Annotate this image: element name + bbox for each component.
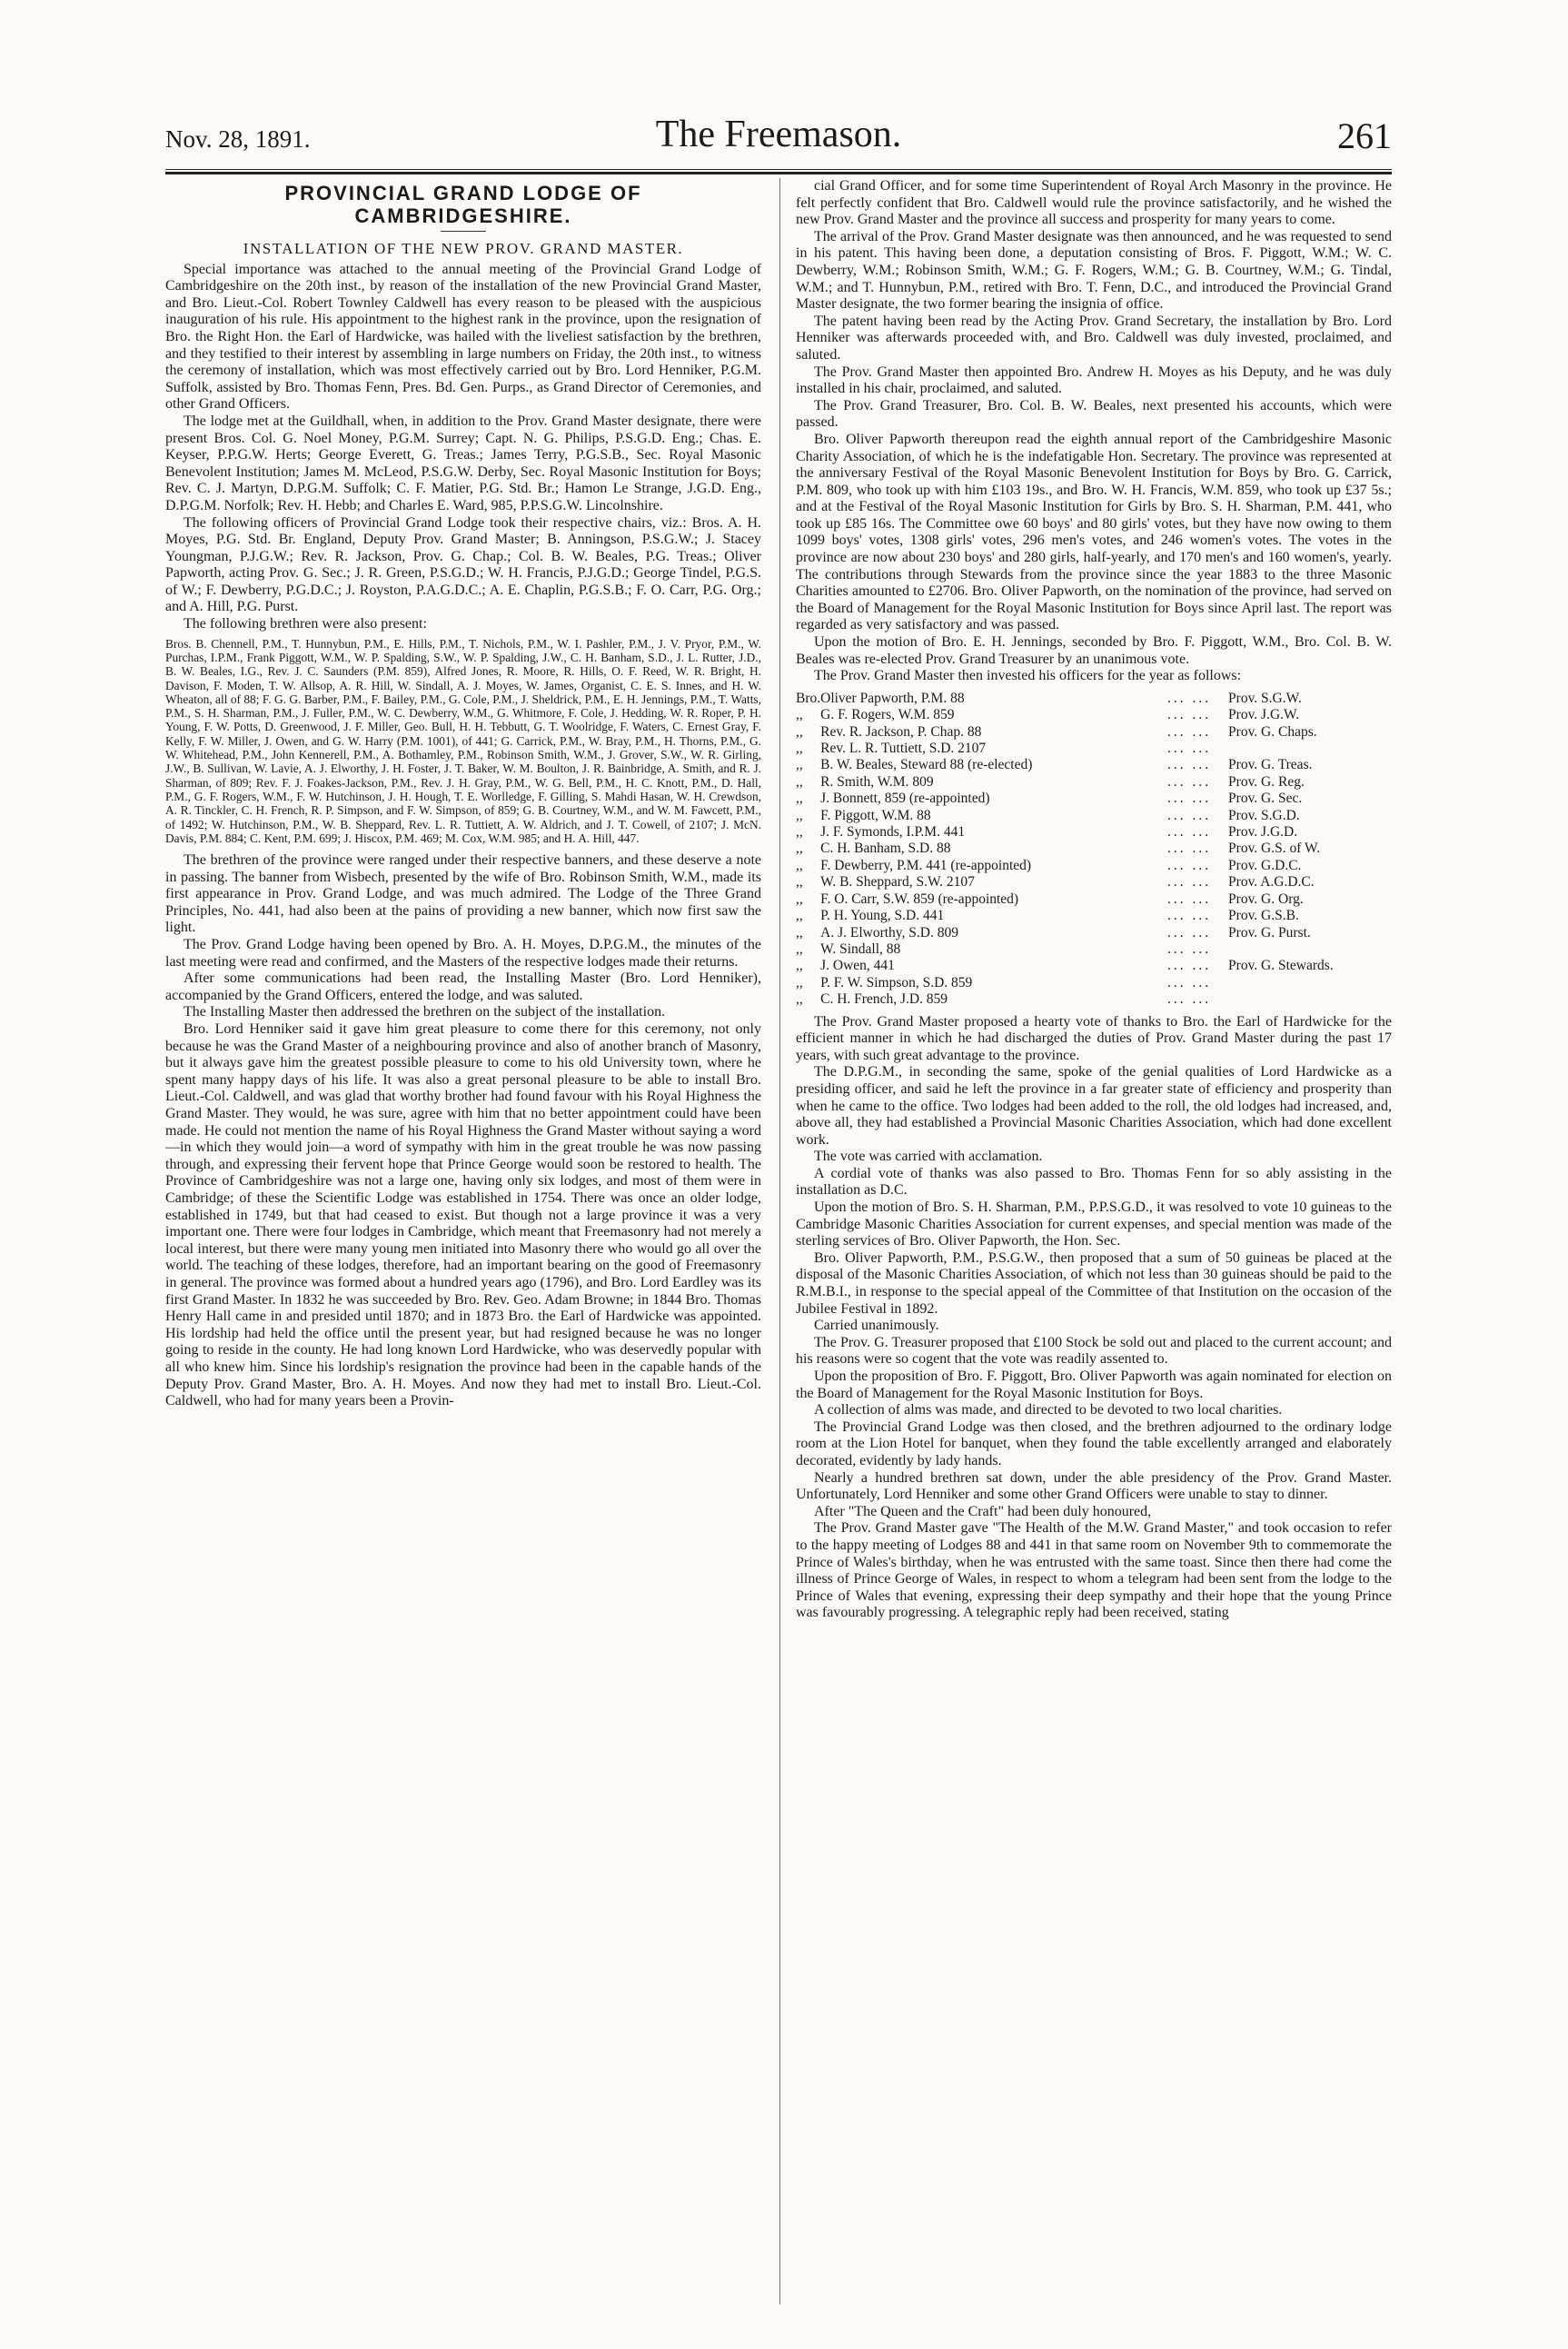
officer-name: F. O. Carr, S.W. 859 (re-appointed) xyxy=(820,891,1019,907)
officer-row xyxy=(796,691,1392,707)
officer-prefix: ,, xyxy=(796,874,803,891)
officer-prefix: ,, xyxy=(796,908,803,924)
officer-prefix: ,, xyxy=(796,958,803,974)
paragraph: The Prov. Grand Master proposed a hearty vote of thanks to Bro. the Earl of Hardwicke for the efficient manner in which he had discharged the duties of Prov. Grand Master during the past 17 years, with such great advantage to the province. xyxy=(796,1013,1392,1063)
officer-office xyxy=(1228,991,1392,1008)
leader-dots: ... ... xyxy=(1166,757,1212,773)
paragraph: Upon the proposition of Bro. F. Piggott, Bro. Oliver Papworth was again nominated for election on the Board of Management for the Royal Masonic Institution for Boys. xyxy=(796,1369,1392,1401)
paragraph: The patent having been read by the Acting Prov. Grand Secretary, the installation by Bro. Lord Henniker was afterwards proceeded with, and Bro. Caldwell was duly invested, proclaimed, and saluted. xyxy=(796,313,1392,363)
officer-prefix: ,, xyxy=(796,741,803,757)
paragraph: The Prov. Grand Lodge having been opened by Bro. A. H. Moyes, D.P.G.M., the minutes of the last meeting were read and confirmed, and the Masters of the respective lodges made their returns. xyxy=(165,937,761,970)
column-divider xyxy=(779,178,780,2304)
heading-rule xyxy=(441,231,486,232)
paragraph: The Prov. Grand Master gave "The Health of the M.W. Grand Master," and took occasion to refer to the happy meeting of Lodges 88 and 441 in that same room on November 9th to commemorate the Prince of Wales's birthday, when he was entrusted with the same toast. Since then there had come the illness of Prince George of Wales, in respect to whom a telegram had been sent from the lodge to the Prince of Wales that evening, expressing their deep sympathy and their hope that the young Prince was favourably progressing. A telegraphic reply had been received, stating xyxy=(796,1520,1392,1621)
officer-office: Prov. G. Stewards. xyxy=(1228,958,1334,974)
paragraph: After "The Queen and the Craft" had been duly honoured, xyxy=(814,1503,1152,1519)
officer-office: Prov. J.G.W. xyxy=(1228,707,1300,723)
officer-row xyxy=(796,757,1392,773)
officer-name: B. W. Beales, Steward 88 (re-elected) xyxy=(820,757,1033,773)
officer-office: Prov. S.G.D. xyxy=(1228,807,1300,823)
article-subheading: INSTALLATION OF THE NEW PROV. GRAND MASTER. xyxy=(243,240,684,257)
officers-table-body xyxy=(796,691,1392,1009)
leader-dots: ... ... xyxy=(1166,841,1212,857)
paragraph: Nearly a hundred brethren sat down, under the able presidency of the Prov. Grand Master. Unfortunately, Lord Henniker and some other Grand Officers were unable to stay to dinner. xyxy=(796,1469,1392,1503)
officer-office: Prov. G. Chaps. xyxy=(1228,723,1317,740)
leader-dots: ... ... xyxy=(1166,824,1212,841)
article-heading-line-2: CAMBRIDGESHIRE. xyxy=(354,204,572,227)
paragraph: The Installing Master then addressed the brethren on the subject of the installation. xyxy=(184,1004,666,1020)
leader-dots: ... ... xyxy=(1166,791,1212,807)
officer-prefix: ,, xyxy=(796,974,803,990)
issue-date: Nov. 28, 1891. xyxy=(165,125,311,153)
officer-name: F. Dewberry, P.M. 441 (re-appointed) xyxy=(820,857,1032,873)
paragraph: Bro. Lord Henniker said it gave him great pleasure to come there for this ceremony, not only because he was the Grand Master of a neighbouring province and also of another branch of Masonry, but it always gave him the greatest possible pleasure to come to his old University town, where he spent many happy days of his life. It was also a great personal pleasure to be able to install Bro. Lieut.-Col. Caldwell, and was glad that worthy brother had found favour with his Royal Highness the Grand Master. They would, he was sure, agree with him that no better appointment could have been made. He could not mention the name of his Royal Highness the Grand Master without saying a word—in which they would join—a word of sympathy with him in the great trouble he was now passing through, and expressing their fervent hope that Prince George would soon be restored to health. The Province of Cambridgeshire was not a large one, having only six lodges, and most of them were in Cambridge; of these the Scientific Lodge was established in 1754. There was once an older lodge, established in 1749, but that had ceased to exist. But though not a large province it was a very important one. There were four lodges in Cambridge, which meant that Freemasonry had not merely a local interest, but there were many young men initiated into Masonry there who would go all over the world. The teaching of these lodges, therefore, had an important bearing on the good of Freemasonry in general. The province was formed about a hundred years ago (1796), and Bro. Lord Eardley was its first Grand Master. In 1832 he was succeeded by Bro. Rev. Geo. Adam Browne; in 1844 Bro. Thomas Henry Hall came in and presided until 1870; and in 1873 Bro. the Earl of Hardwicke was appointed. His lordship had held the office until the present year, but had resigned because he was no longer going to reside in the county. He had long known Lord Hardwicke, who was deservedly popular with all who knew him. Since his lordship's resignation the province had been in the capable hands of the Deputy Prov. Grand Master, Bro. A. H. Moyes. And now they had met to install Bro. Lieut.-Col. Caldwell, who had for many years been a Provin- xyxy=(165,1021,761,1409)
officer-prefix: ,, xyxy=(796,924,803,941)
paragraph: After some communications had been read, the Installing Master (Bro. Lord Henniker), accompanied by the Grand Officers, entered the lodge, and was saluted. xyxy=(165,970,761,1003)
officer-name: P. H. Young, S.D. 441 xyxy=(820,908,945,924)
officer-office: Prov. G.S. of W. xyxy=(1228,841,1321,857)
officer-prefix: ,, xyxy=(796,791,803,807)
leader-dots: ... ... xyxy=(1166,924,1212,941)
masthead xyxy=(165,113,1392,165)
officers-table xyxy=(796,691,1392,1009)
leader-dots: ... ... xyxy=(1166,773,1212,790)
paragraph: Upon the motion of Bro. E. H. Jennings, seconded by Bro. F. Piggott, W.M., Bro. Col. B. W. Beales was re-elected Prov. Grand Treasurer by an unanimous vote. xyxy=(796,634,1392,667)
officer-prefix: ,, xyxy=(796,757,803,773)
officer-office: Prov. G. Sec. xyxy=(1228,791,1303,807)
paragraph: The Provincial Grand Lodge was then closed, and the brethren adjourned to the ordinary lodge room at the Lion Hotel for banquet, when they found the table excellently arranged and elaborately decorated, evidently by lady hands. xyxy=(796,1418,1392,1468)
leader-dots: ... ... xyxy=(1166,958,1212,974)
officer-row xyxy=(796,858,1392,874)
officer-row xyxy=(796,874,1392,891)
paragraph: The Prov. Grand Master then invested his officers for the year as follows: xyxy=(814,668,1242,684)
leader-dots: ... ... xyxy=(1166,807,1212,823)
officer-prefix: ,, xyxy=(796,707,803,723)
leader-dots: ... ... xyxy=(1166,991,1212,1008)
officer-row xyxy=(796,941,1392,958)
paragraph: The following officers of Provincial Grand Lodge took their respective chairs, viz.: Bros. A. H. Moyes, P.G. Std. Br. England, Deputy Prov. Grand Master; B. Anningson, P.S.G.W.; J. Stacey Youngman, P.J.G.W.; Rev. R. Jackson, Prov. G. Chap.; Col. B. W. Beales, P.G. Treas.; Oliver Papworth, acting Prov. G. Sec.; J. R. Green, P.S.G.D.; W. H. Francis, P.J.G.D.; George Tindel, P.G.S. of W.; F. Dewberry, P.G.D.C.; J. Royston, P.A.G.D.C.; A. E. Chaplin, P.G.S.B.; F. O. Carr, P.G. Org.; and A. Hill, P.G. Purst. xyxy=(165,514,761,615)
officer-name: A. J. Elworthy, S.D. 809 xyxy=(820,924,958,941)
officer-row xyxy=(796,908,1392,924)
officer-prefix: ,, xyxy=(796,807,803,823)
paragraph: The Prov. Grand Treasurer, Bro. Col. B. W. Beales, next presented his accounts, which were passed. xyxy=(796,397,1392,431)
officer-name: R. Smith, W.M. 809 xyxy=(820,773,934,790)
officer-row xyxy=(796,975,1392,991)
paragraph: The Prov. Grand Master then appointed Bro. Andrew H. Moyes as his Deputy, and he was duly installed in his chair, proclaimed, and saluted. xyxy=(796,363,1392,397)
officer-row xyxy=(796,791,1392,807)
officer-office: Prov. G. Purst. xyxy=(1228,924,1311,941)
leader-dots: ... ... xyxy=(1166,891,1212,907)
officer-name: J. Owen, 441 xyxy=(820,958,895,974)
officer-name: C. H. French, J.D. 859 xyxy=(820,991,948,1008)
paragraph: The Prov. G. Treasurer proposed that £100 Stock be sold out and placed to the current account; and his reasons were so cogent that the vote was readily assented to. xyxy=(796,1334,1392,1368)
officer-name: G. F. Rogers, W.M. 859 xyxy=(820,707,955,723)
paragraph: The vote was carried with acclamation. xyxy=(814,1149,1043,1165)
officer-prefix: ,, xyxy=(796,891,803,907)
officer-name: Oliver Papworth, P.M. 88 xyxy=(820,690,965,706)
officer-prefix: ,, xyxy=(796,857,803,873)
officer-office xyxy=(1228,941,1392,958)
officer-name: P. F. W. Simpson, S.D. 859 xyxy=(820,974,973,990)
officer-name: F. Piggott, W.M. 88 xyxy=(820,807,931,823)
paragraph: Upon the motion of Bro. S. H. Sharman, P.M., P.P.S.G.D., it was resolved to vote 10 guineas to the Cambridge Masonic Charities Association for current expenses, and special mention was made of the sterling services of Bro. Oliver Papworth, the Hon. Sec. xyxy=(796,1199,1392,1249)
officer-office: Prov. G.D.C. xyxy=(1228,857,1302,873)
officer-name: C. H. Banham, S.D. 88 xyxy=(820,841,951,857)
leader-dots: ... ... xyxy=(1166,941,1212,957)
officer-office xyxy=(1228,975,1392,991)
officer-name: W. Sindall, 88 xyxy=(820,941,901,957)
officer-prefix: ,, xyxy=(796,723,803,740)
leader-dots: ... ... xyxy=(1166,741,1212,757)
officer-name: W. B. Sheppard, S.W. 2107 xyxy=(820,874,975,891)
officer-row xyxy=(796,891,1392,908)
officer-row xyxy=(796,991,1392,1008)
paragraph: The arrival of the Prov. Grand Master designate was then announced, and he was requested to send in his patent. This having been done, a deputation consisting of Bros. F. Piggott, W.M.; W. C. Dewberry, W.M.; Robinson Smith, W.M.; G. F. Rogers, W.M.; G. B. Courtney, W.M.; G. Tindal, W.M.; and T. Hunnybun, P.M., retired with Bro. T. Fenn, D.C., and introduced the Provincial Grand Master designate, the two former bearing the insignia of office. xyxy=(796,228,1392,313)
leader-dots: ... ... xyxy=(1166,723,1212,740)
article-heading xyxy=(165,182,761,227)
officer-office: Prov. S.G.W. xyxy=(1228,690,1302,706)
masthead-rule xyxy=(165,169,1392,174)
left-column xyxy=(165,178,761,2309)
officer-prefix: ,, xyxy=(796,841,803,857)
officer-row xyxy=(796,808,1392,824)
paragraph: A cordial vote of thanks was also passed to Bro. Thomas Fenn for so ably assisting in the installation as D.C. xyxy=(796,1165,1392,1199)
paragraph: Bro. Oliver Papworth, P.M., P.S.G.W., then proposed that a sum of 50 guineas be placed at the disposal of the Masonic Charities Association, of which not less than 30 guineas should be paid to the R.M.B.I., in response to the special appeal of the Committee of that Institution on the occasion of the Jubilee Festival in 1892. xyxy=(796,1249,1392,1317)
officer-office: Prov. G. Treas. xyxy=(1228,757,1313,773)
officer-office: Prov. G. Org. xyxy=(1228,891,1304,907)
officer-name: J. Bonnett, 859 (re-appointed) xyxy=(820,791,990,807)
paragraph: The brethren of the province were ranged under their respective banners, and these deserve a note in passing. The banner from Wisbech, presented by the wife of Bro. Robinson Smith, W.M., made its first appearance in Prov. Grand Lodge, and was much admired. The Lodge of the Three Grand Principles, No. 441, had also been at the pains of providing a new banner, which now first saw the light. xyxy=(165,852,761,936)
article-heading-line-1: PROVINCIAL GRAND LODGE OF xyxy=(284,182,642,204)
paragraph: cial Grand Officer, and for some time Superintendent of Royal Arch Masonry in the province. He felt perfectly confident that Bro. Caldwell would rule the province satisfactorily, and he wished the new Prov. Grand Master and the province all success and prosperity for many years to come. xyxy=(796,178,1392,228)
officer-office xyxy=(1228,741,1392,757)
paragraph: Special importance was attached to the annual meeting of the Provincial Grand Lodge of Cambridgeshire on the 20th inst., by reason of the installation of the new Provincial Grand Master, and Bro. Lieut.-Col. Robert Townley Caldwell has every reason to be pleased with the auspicious inauguration of his rule. His appointment to the highest rank in the province, upon the resignation of Bro. the Right Hon. the Earl of Hardwicke, was hailed with the liveliest satisfaction by the brethren, and they testified to their interest by assembling in large numbers on Friday, the 20th inst., to witness the ceremony of installation, which was most effectively carried out by Bro. Lord Henniker, P.G.M. Suffolk, assisted by Bro. Thomas Fenn, Pres. Bd. Gen. Purps., as Grand Director of Ceremonies, and other Grand Officers. xyxy=(165,261,761,413)
leader-dots: ... ... xyxy=(1166,908,1212,924)
officer-office: Prov. G. Reg. xyxy=(1228,773,1305,790)
officer-row xyxy=(796,774,1392,791)
leader-dots: ... ... xyxy=(1166,874,1212,891)
officer-row xyxy=(796,741,1392,757)
officer-prefix: Bro. xyxy=(796,690,821,706)
officer-name: J. F. Symonds, I.P.M. 441 xyxy=(820,824,966,841)
officer-prefix: ,, xyxy=(796,941,803,957)
officer-prefix: ,, xyxy=(796,824,803,841)
officer-name: Rev. R. Jackson, P. Chap. 88 xyxy=(820,723,982,740)
officer-office: Prov. G.S.B. xyxy=(1228,908,1299,924)
officer-prefix: ,, xyxy=(796,773,803,790)
paragraph: Carried unanimously. xyxy=(814,1318,939,1334)
officer-row xyxy=(796,824,1392,841)
leader-dots: ... ... xyxy=(1166,707,1212,723)
page-number: 261 xyxy=(1337,115,1392,156)
paragraph: A collection of alms was made, and directed to be devoted to two local charities. xyxy=(814,1402,1283,1418)
officer-prefix: ,, xyxy=(796,991,803,1008)
leader-dots: ... ... xyxy=(1166,974,1212,990)
paragraph: Bro. Oliver Papworth thereupon read the eighth annual report of the Cambridgeshire Masonic Charity Association, of which he is the indefatigable Hon. Secretary. The province was represented at the anniversary Festival of the Royal Masonic Benevolent Institution for Boys by Bro. G. Carrick, P.M. 809, who took up with him £103 19s., and Bro. W. H. Francis, W.M. 859, who took up £37 5s.; and at the Festival of the Royal Masonic Institution for Girls by Bro. S. H. Sharman, P.M. 441, who took up £85 16s. The Committee owe 60 boys' and 80 girls' votes, but they have now owing to them 1099 boys' votes, 1308 girls' votes, 296 men's votes, and 246 women's votes. The votes in the province are now about 230 boys' and 280 girls, half-yearly, and 170 men's and 160 women's, yearly. The contributions through Stewards from the province since the year 1883 to the three Masonic Charities amounted to £2706. Bro. Oliver Papworth, on the nomination of the province, had served on the Board of Management for the Royal Masonic Institution for Boys since April last. The report was regarded as very satisfactory and was passed. xyxy=(796,431,1392,633)
officer-row xyxy=(796,707,1392,723)
paragraph: The following brethren were also present: xyxy=(184,616,427,632)
officer-office: Prov. J.G.D. xyxy=(1228,824,1298,841)
right-column xyxy=(796,178,1392,2309)
leader-dots: ... ... xyxy=(1166,857,1212,873)
officer-row xyxy=(796,958,1392,974)
newspaper-title: The Freemason. xyxy=(655,114,902,155)
officer-office: Prov. A.G.D.C. xyxy=(1228,874,1315,891)
officer-name: Rev. L. R. Tuttiett, S.D. 2107 xyxy=(820,741,987,757)
leader-dots: ... ... xyxy=(1166,690,1212,706)
paragraph: The lodge met at the Guildhall, when, in addition to the Prov. Grand Master designate, there were present Bros. Col. G. Noel Money, P.G.M. Surrey; Capt. N. G. Philips, P.S.G.D. Eng.; Chas. E. Keyser, P.P.G.W. Herts; George Everett, G. Treas.; James Terry, P.G.S.B., Sec. Royal Masonic Benevolent Institution; James M. McLeod, P.S.G.W. Derby, Sec. Royal Masonic Institution for Boys; Rev. C. J. Martyn, D.P.G.M. Suffolk; C. F. Matier, P.G. Std. Br.; Hamon Le Strange, J.G.D. Eng., D.P.G.M. Norfolk; Rev. H. Hebb; and Charles E. Ward, 985, P.P.S.G.W. Lincolnshire. xyxy=(165,413,761,513)
officer-row xyxy=(796,724,1392,741)
officer-row xyxy=(796,925,1392,941)
paragraph: The D.P.G.M., in seconding the same, spoke of the genial qualities of Lord Hardwicke as a presiding officer, and said he left the province in a far greater state of efficiency and prosperity than when he came to the office. Two lodges had been added to the roll, the old lodges had increased, and, above all, they had established a Provincial Masonic Charities Association, which had done excellent work. xyxy=(796,1064,1392,1148)
brethren-present-list: Bros. B. Chennell, P.M., T. Hunnybun, P.M., E. Hills, P.M., T. Nichols, P.M., W. I. Pashler, P.M., J. V. Pryor, P.M., W. Purchas, I.P.M., Frank Piggott, W.M., W. P. Spalding, S.W., W. P. Spalding, J.W., C. H. Banham, S.D., J. L. Rutter, J.D., B. W. Beales, I.G., Rev. J. C. Saunders (P.M. 859), Alfred Jones, R. Moore, R. Hills, O. F. Reed, W. R. Bright, H. Davison, F. Moden, T. W. Allsop, A. R. Hill, W. Sindall, A. J. Moyes, W. James, Organist, C. E. S. Innes, and H. W. Wheaton, all of 88; F. G. G. Barber, P.M., F. Bailey, P.M., G. Cole, P.M., J. Sheldrick, P.M., E. H. Jennings, P.M., T. Watts, P.M., S. H. Sharman, P.M., J. Fuller, P.M., W. C. Dewberry, W.M., G. Whitmore, F. Cole, J. Hedding, W. R. Roper, P. H. Young, F. W. Potts, D. Greenwood, J. F. Miller, Geo. Bull, H. H. Tebbutt, G. T. Woolridge, F. Waters, C. Ernest Gray, F. Kelly, F. W. Miller, J. Owen, and G. W. Harry (P.M. 1001), of 441; G. Carrick, P.M., W. Bray, P.M., H. Thorns, P.M., G. W. Whitehead, P.M., John Kennerell, P.M., A. Bothamley, P.M., Robinson Smith, W.M., J. Grover, S.W., W. R. Girling, J.W., B. Sullivan, W. Lavie, A. J. Elworthy, J. H. Foster, J. T. Baker, W. M. Boulton, J. R. Bainbridge, A. Smith, and R. J. Sharman, of 809; Rev. F. J. Foakes-Jackson, P.M., Rev. J. H. Gray, P.M., W. G. Bell, P.M., H. C. Knott, P.M., D. Hall, P.M., G. F. Rogers, W.M., F. W. Hutchinson, J. H. Hough, T. E. Worlledge, F. Gilling, S. Mahdi Hasan, W. H. Crewdson, A. R. Tinckler, C. H. French, R. P. Simpson, and F. W. Simpson, of 859; G. B. Courtney, W.M., and W. M. Fawcett, P.M., of 1492; W. Hutchinson, P.M., W. B. Sheppard, Rev. L. R. Tuttiett, A. W. Aldrich, and J. T. Cowell, of 2107; J. McN. Davis, P.M. 884; C. Kent, P.M. 699; J. Hiscox, P.M. 469; M. Cox, W.M. 985; and H. A. Hill, 447. xyxy=(165,636,761,845)
officer-row xyxy=(796,841,1392,857)
